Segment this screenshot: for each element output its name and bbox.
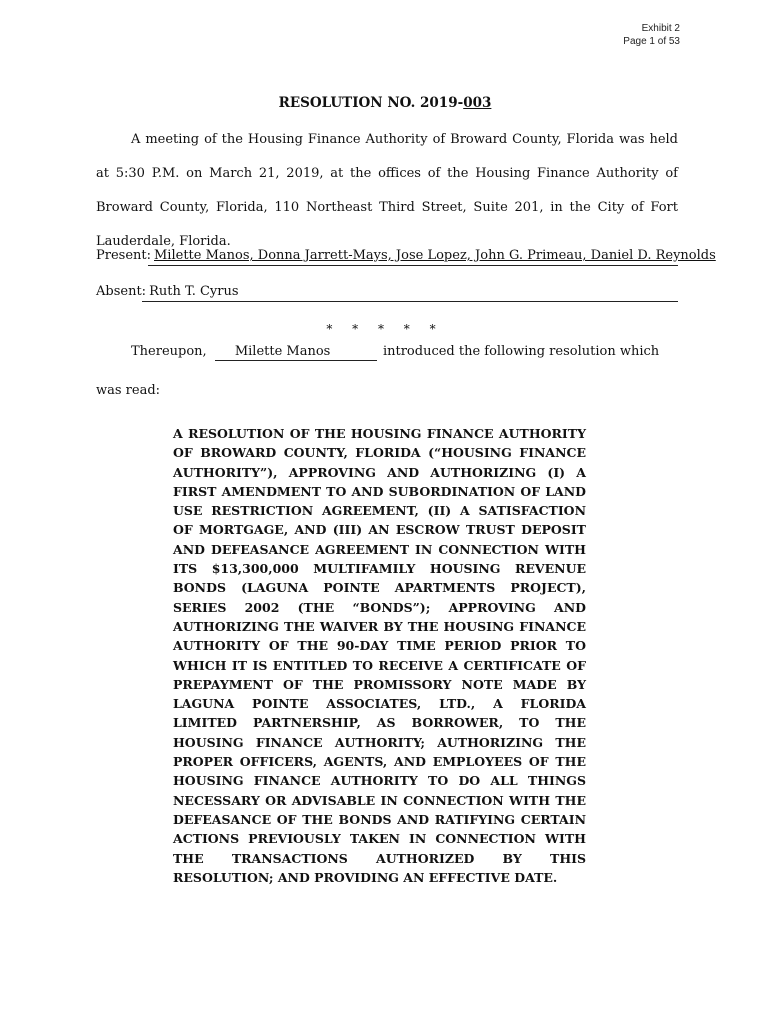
absent-underline [142, 301, 678, 302]
meeting-paragraph: A meeting of the Housing Finance Authority of Broward County, Florida was held at 5:30 P.M. on March 21, 2019, at the offices of the Housing Finance Authority of Broward County, Florida, 110 Northeast Third Street, Suite 201, in the City of Fort Lauderdale, Florida. [96, 132, 678, 249]
thereupon-suffix: introduced the following resolution which [382, 344, 660, 359]
section-separator: * * * * * [326, 322, 444, 336]
exhibit-header [623, 22, 680, 48]
resolution-number: 003 [463, 95, 492, 111]
present-members: Milette Manos, Donna Jarrett-Mays, Jose Lopez, John G. Primeau, Daniel D. Reynolds [154, 248, 716, 263]
present-underline [148, 265, 678, 266]
was-read-text: was read: [96, 383, 161, 398]
absent-line [96, 284, 678, 299]
present-line [96, 248, 716, 263]
resolution-body: A RESOLUTION OF THE HOUSING FINANCE AUTHORITY OF BROWARD COUNTY, FLORIDA (“HOUSING FINANCE AUTHORITY”), APPROVING AND AUTHORIZING (I) A FIRST AMENDMENT TO AND SUBORDINATION OF LAND USE RESTRICTION AGREEMENT, (II) A SATISFACTION OF MORTGAGE, AND (III) AN ESCROW TRUST DEPOSIT AND DEFEASANCE AGREEMENT IN CONNECTION WITH ITS $13,300,000 MULTIFAMILY HOUSING REVENUE BONDS (LAGUNA POINTE APARTMENTS PROJECT), SERIES 2002 (THE “BONDS”); APPROVING AND AUTHORIZING THE WAIVER BY THE HOUSING FINANCE AUTHORITY OF THE 90-DAY TIME PERIOD PRIOR TO WHICH IT IS ENTITLED TO RECEIVE A CERTIFICATE OF PREPAYMENT OF THE PROMISSORY NOTE MADE BY LAGUNA POINTE ASSOCIATES, LTD., A FLORIDA LIMITED PARTNERSHIP, AS BORROWER, TO THE HOUSING FINANCE AUTHORITY; AUTHORIZING THE PROPER OFFICERS, AGENTS, AND EMPLOYEES OF THE HOUSING FINANCE AUTHORITY TO DO ALL THINGS NECESSARY OR ADVISABLE IN CONNECTION WITH THE DEFEASANCE OF THE BONDS AND RATIFYING CERTAIN ACTIONS PREVIOUSLY TAKEN IN CONNECTION WITH THE TRANSACTIONS AUTHORIZED BY THIS RESOLUTION; AND PROVIDING AN EFFECTIVE DATE. [173, 426, 586, 885]
thereupon-prefix: Thereupon, [131, 344, 207, 359]
thereupon-line [131, 344, 659, 359]
introducer-blank [215, 344, 377, 359]
page-number: Page 1 of 53 [623, 36, 680, 47]
resolution-title [0, 95, 770, 111]
introducer-underline [215, 360, 377, 361]
absent-members: Ruth T. Cyrus [149, 284, 239, 299]
exhibit-label: Exhibit 2 [641, 23, 680, 34]
absent-label: Absent: [96, 284, 147, 299]
resolution-title-prefix: RESOLUTION NO. 2019- [278, 95, 464, 111]
introducer-name: Milette Manos [234, 344, 331, 359]
present-label: Present: [96, 248, 151, 263]
